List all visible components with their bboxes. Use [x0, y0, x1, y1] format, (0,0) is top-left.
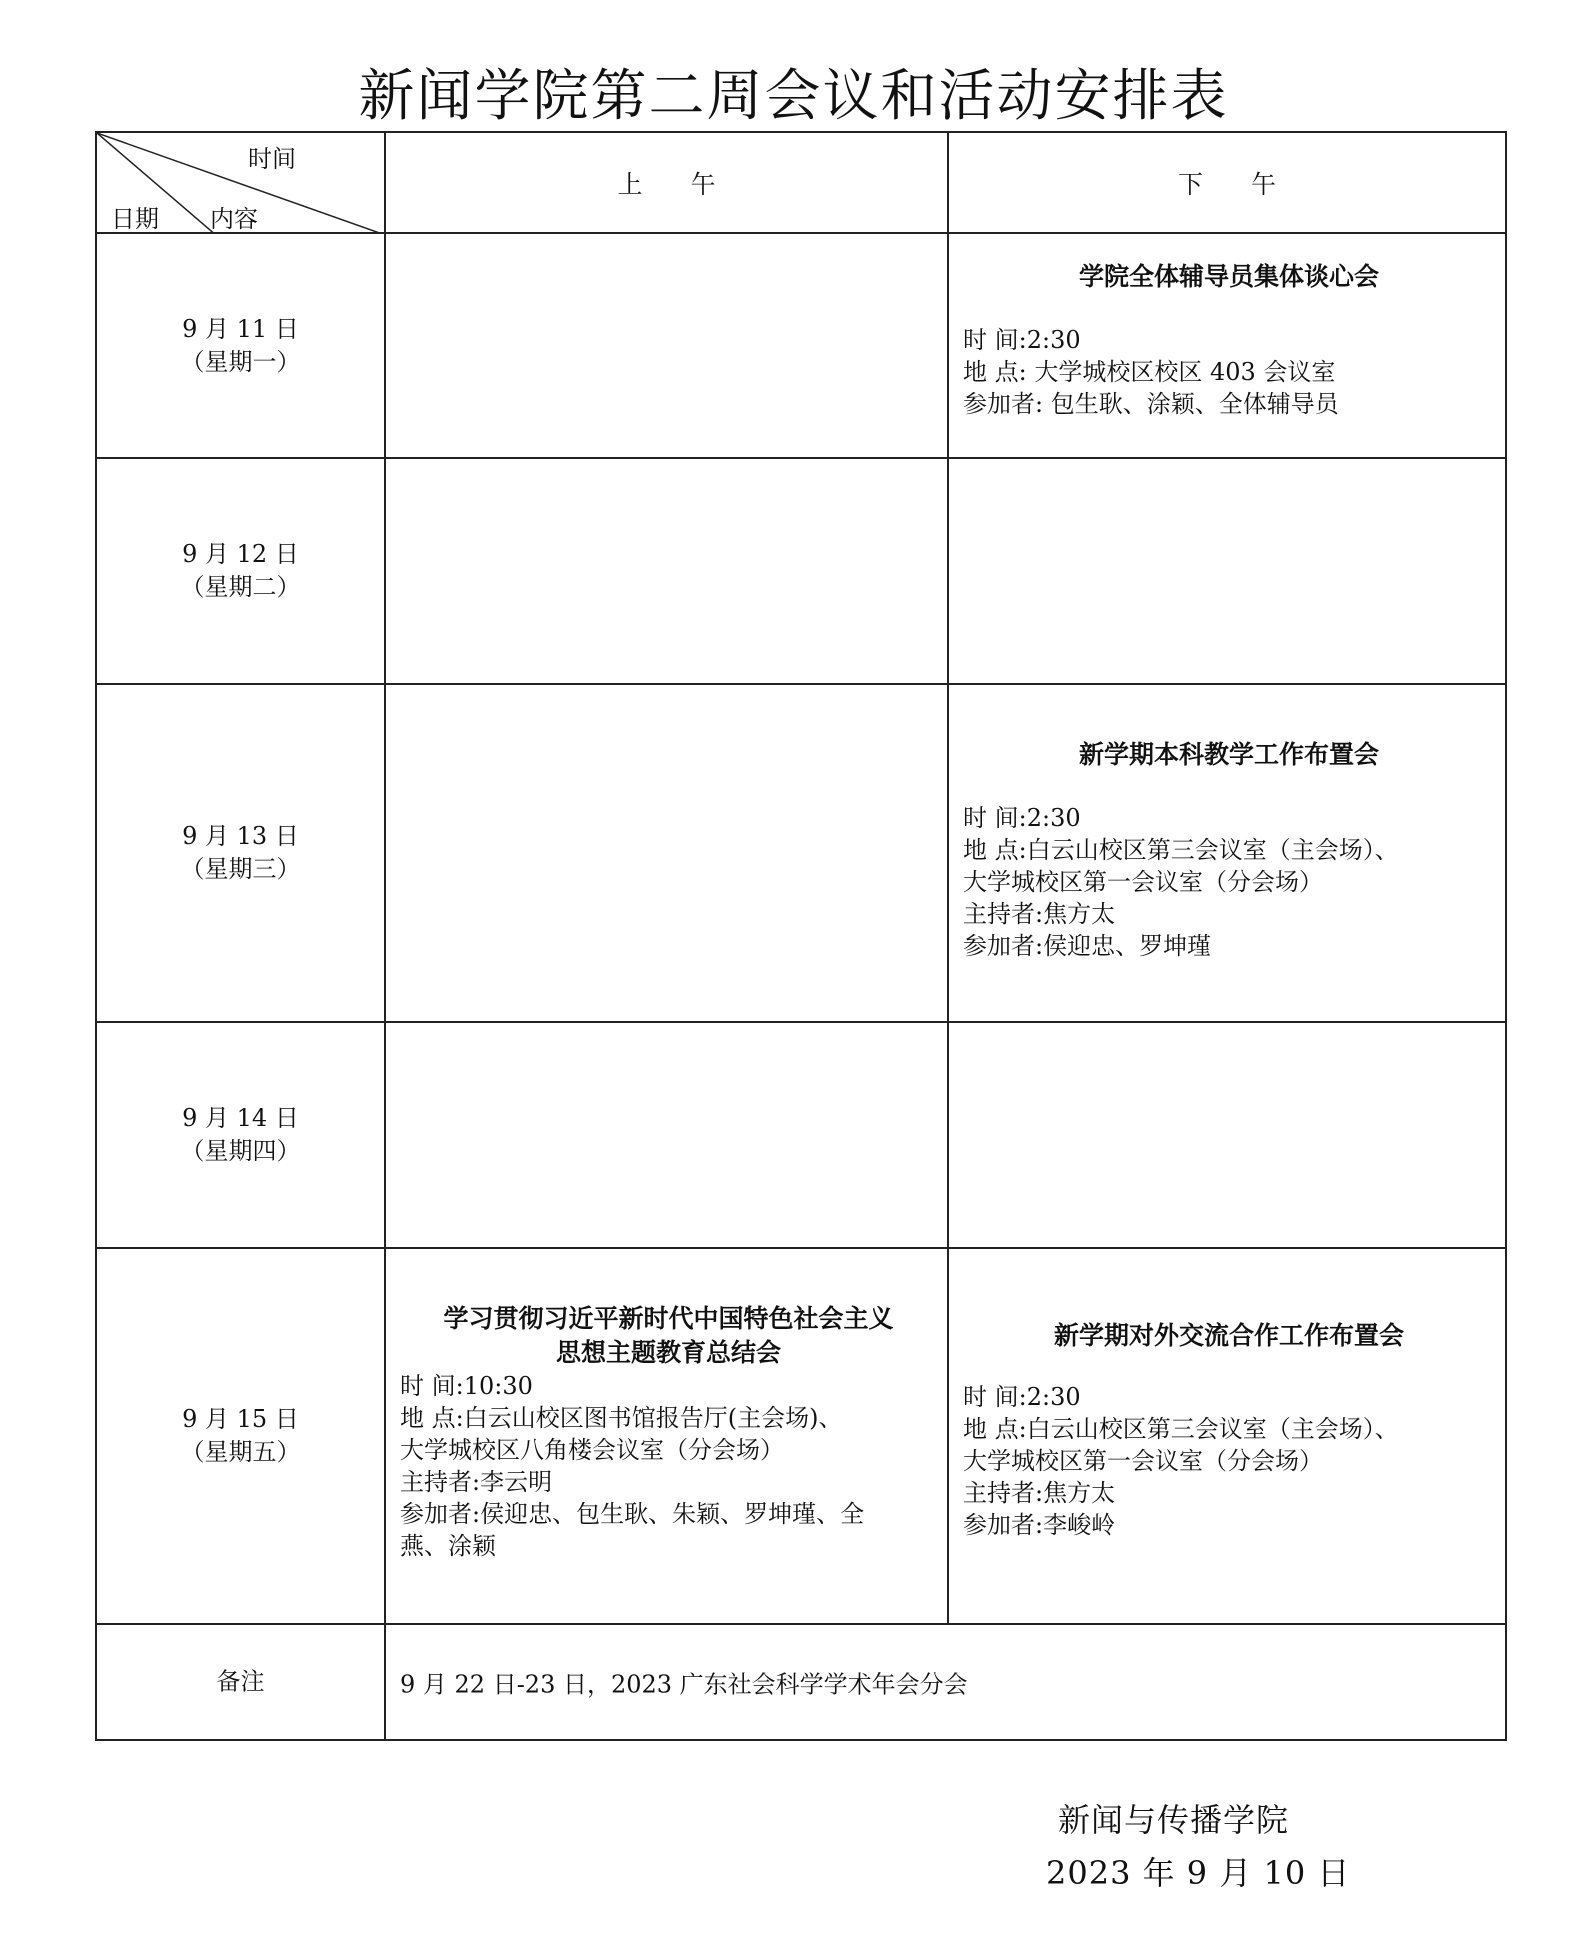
afternoon-cell: [947, 232, 1507, 459]
event-place-2: 大学城校区第一会议室（分会场）: [963, 868, 1323, 896]
schedule-table: [95, 131, 1507, 1745]
afternoon-cell: [947, 683, 1507, 1023]
diag-content-label: 内容: [210, 205, 258, 233]
event-place: 地 点:白云山校区第三会议室（主会场）、: [963, 1415, 1399, 1443]
date-cell: [95, 1021, 386, 1249]
date-cell: [95, 457, 386, 685]
event-participants: 参加者:李峻岭: [963, 1511, 1116, 1539]
event-place: 地 点:白云山校区图书馆报告厅(主会场)、: [400, 1404, 843, 1432]
issuer-name: 新闻与传播学院: [1058, 1801, 1290, 1839]
remarks-cell: [384, 1623, 1507, 1741]
weekday: （星期三）: [180, 855, 301, 883]
morning-cell: [384, 232, 949, 459]
date-cell: [95, 232, 386, 459]
event-host: 主持者:焦方太: [963, 900, 1116, 928]
remarks-label-cell: [95, 1623, 386, 1741]
event-title: 新学期对外交流合作工作布置会: [1053, 1321, 1404, 1350]
date: 9 月 14 日: [182, 1104, 299, 1132]
date-cell: [95, 1247, 386, 1625]
event-time: 时 间:10:30: [400, 1372, 533, 1400]
event-title: 新学期本科教学工作布置会: [1078, 740, 1379, 769]
remarks-text: 9 月 22 日-23 日，2023 广东社会科学学术年会分会: [400, 1670, 968, 1699]
date: 9 月 11 日: [182, 314, 299, 343]
event-time: 时 间:2:30: [963, 804, 1081, 832]
event-time: 时 间:2:30: [963, 326, 1081, 354]
event-place: 地 点:白云山校区第三会议室（主会场）、: [963, 836, 1399, 864]
event-participants: 参加者:侯迎忠、罗坤瑾: [963, 932, 1212, 960]
event-participants-2: 燕、涂颖: [400, 1532, 496, 1560]
event-place-2: 大学城校区第一会议室（分会场）: [963, 1447, 1323, 1475]
event-title: 学院全体辅导员集体谈心会: [1078, 262, 1379, 291]
event-host: 主持者:焦方太: [963, 1479, 1116, 1507]
weekday: （星期四）: [180, 1137, 301, 1165]
morning-cell: [384, 1247, 949, 1625]
afternoon-cell: [947, 1021, 1507, 1249]
header-afternoon: [947, 131, 1507, 234]
diag-time-label: 时间: [248, 145, 296, 173]
date-cell: [95, 683, 386, 1023]
header-morning: [384, 131, 949, 234]
weekday: （星期一）: [180, 347, 301, 376]
event-participants: 参加者: 包生耿、涂颖、全体辅导员: [963, 390, 1339, 418]
morning-cell: [384, 457, 949, 685]
event-place-2: 大学城校区八角楼会议室（分会场）: [400, 1436, 784, 1464]
event-time: 时 间:2:30: [963, 1383, 1081, 1411]
morning-label: 上 午: [617, 169, 716, 199]
header-diagonal-cell: [95, 131, 386, 234]
diag-date-label: 日期: [111, 205, 159, 233]
afternoon-cell: [947, 457, 1507, 685]
date: 9 月 13 日: [182, 822, 299, 850]
date: 9 月 15 日: [182, 1405, 299, 1433]
weekday: （星期二）: [180, 573, 301, 601]
afternoon-cell: [947, 1247, 1507, 1625]
event-participants: 参加者:侯迎忠、包生耿、朱颖、罗坤瑾、全: [400, 1500, 865, 1528]
morning-cell: [384, 1021, 949, 1249]
afternoon-label: 下 午: [1178, 169, 1276, 199]
morning-cell: [384, 683, 949, 1023]
event-host: 主持者:李云明: [400, 1468, 553, 1496]
issue-date: 2023 年 9 月 10 日: [1046, 1854, 1351, 1892]
weekday: （星期五）: [180, 1438, 301, 1466]
remarks-label: 备注: [216, 1667, 265, 1696]
page-title: 新闻学院第二周会议和活动安排表: [358, 64, 1229, 129]
date: 9 月 12 日: [182, 540, 299, 568]
event-place: 地 点: 大学城校区校区 403 会议室: [963, 358, 1336, 386]
event-title: 学习贯彻习近平新时代中国特色社会主义: [443, 1304, 894, 1333]
event-title-2: 思想主题教育总结会: [555, 1338, 781, 1367]
